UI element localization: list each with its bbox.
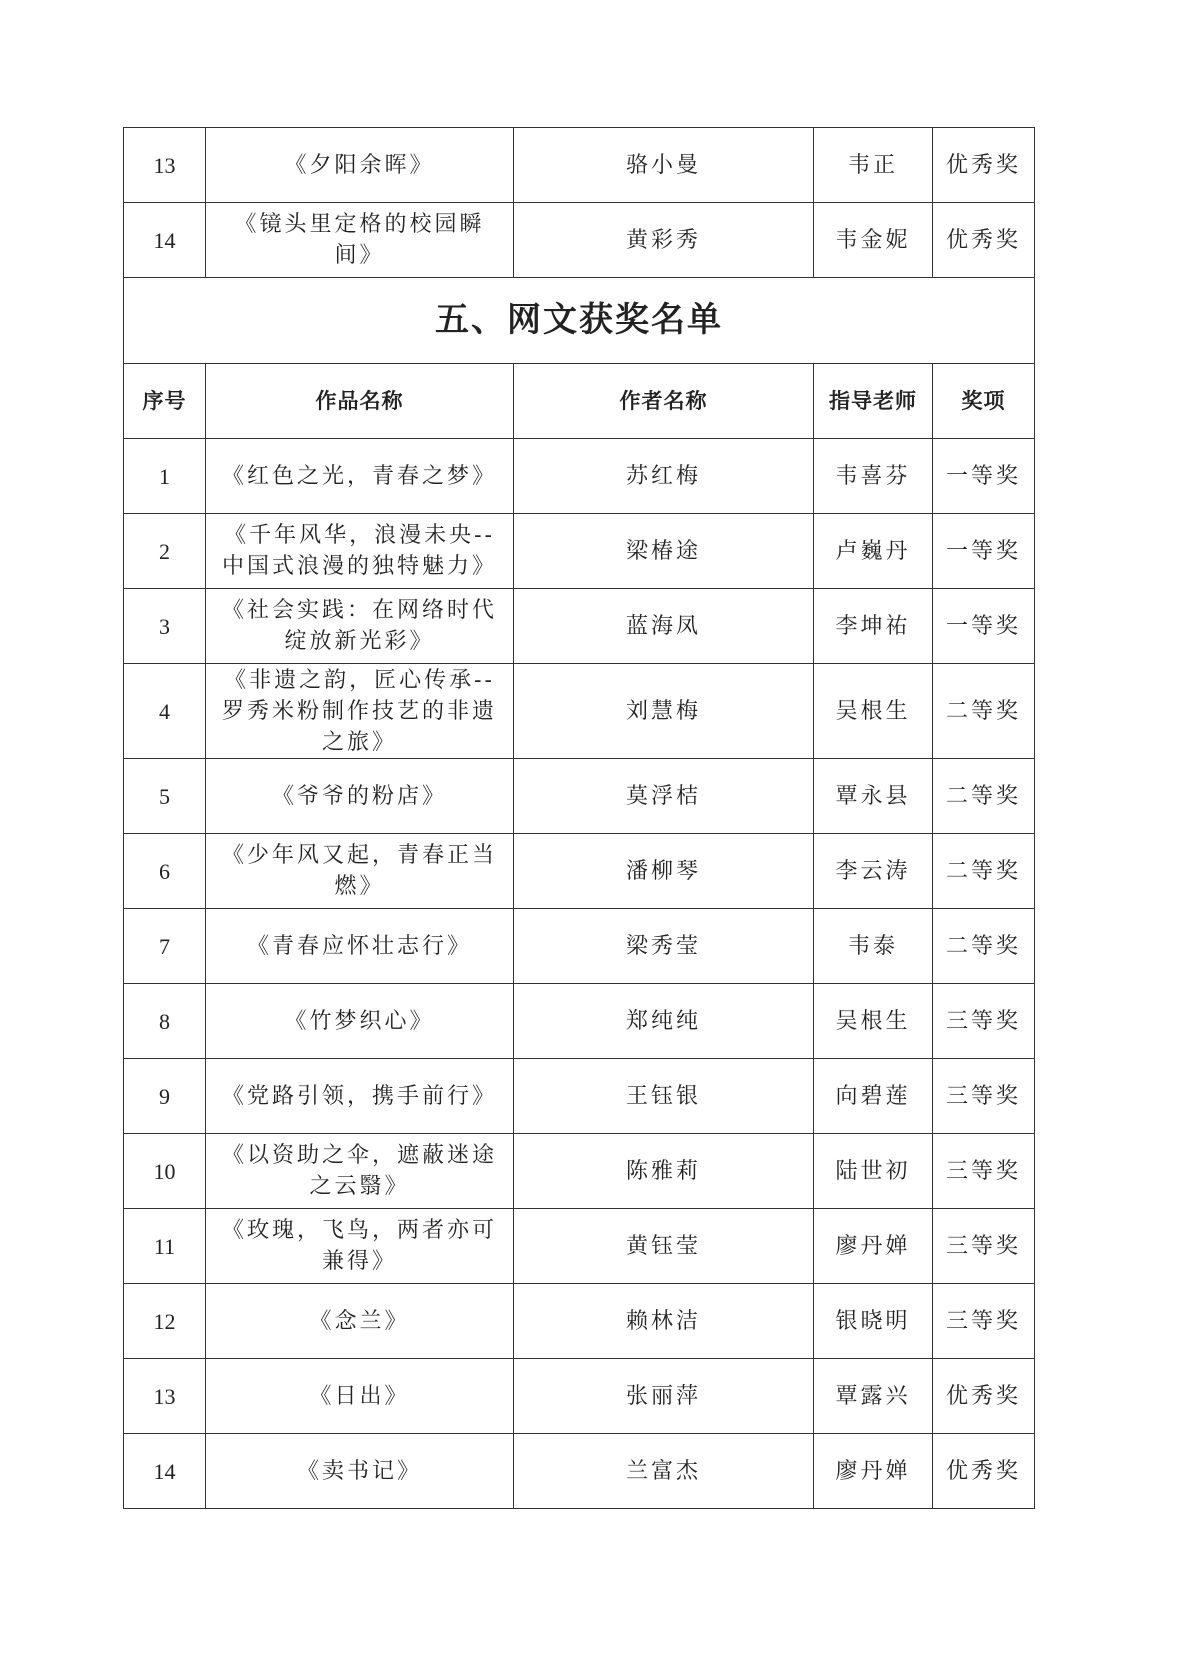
table-row: [124, 984, 1035, 1059]
section-title-row: [124, 278, 1035, 364]
award-level: 三等奖: [933, 984, 1035, 1059]
teacher-name: 韦泰: [814, 909, 933, 984]
author-name: 兰富杰: [514, 1434, 814, 1509]
row-number: 2: [124, 514, 206, 589]
row-number: 5: [124, 759, 206, 834]
header-row: [124, 364, 1035, 439]
author-name: 梁秀莹: [514, 909, 814, 984]
author-name: 郑纯纯: [514, 984, 814, 1059]
table-row: [124, 128, 1035, 203]
teacher-name: 韦喜芬: [814, 439, 933, 514]
author-name: 张丽萍: [514, 1359, 814, 1434]
award-level: 一等奖: [933, 589, 1035, 664]
award-level: 二等奖: [933, 664, 1035, 759]
row-number: 14: [124, 203, 206, 278]
header-teacher: 指导老师: [814, 364, 933, 439]
author-name: 蓝海凤: [514, 589, 814, 664]
award-table: [123, 127, 1035, 1509]
teacher-name: 向碧莲: [814, 1059, 933, 1134]
work-title: 《爷爷的粉店》: [206, 759, 514, 834]
row-number: 6: [124, 834, 206, 909]
work-title: 《千年风华，浪漫未央--中国式浪漫的独特魅力》: [206, 514, 514, 589]
author-name: 骆小曼: [514, 128, 814, 203]
row-number: 8: [124, 984, 206, 1059]
work-title: 《以资助之伞，遮蔽迷途之云翳》: [206, 1134, 514, 1209]
work-title: 《红色之光，青春之梦》: [206, 439, 514, 514]
section-title: 五、网文获奖名单: [124, 278, 1035, 364]
award-level: 二等奖: [933, 834, 1035, 909]
work-title: 《社会实践：在网络时代绽放新光彩》: [206, 589, 514, 664]
award-level: 一等奖: [933, 439, 1035, 514]
table-row: [124, 1209, 1035, 1284]
author-name: 黄钰莹: [514, 1209, 814, 1284]
author-name: 梁椿途: [514, 514, 814, 589]
work-title: 《日出》: [206, 1359, 514, 1434]
work-title: 《玫瑰，飞鸟，两者亦可兼得》: [206, 1209, 514, 1284]
row-number: 3: [124, 589, 206, 664]
author-name: 莫浮桔: [514, 759, 814, 834]
award-level: 优秀奖: [933, 203, 1035, 278]
row-number: 14: [124, 1434, 206, 1509]
award-level: 二等奖: [933, 759, 1035, 834]
table-row: [124, 1134, 1035, 1209]
row-number: 9: [124, 1059, 206, 1134]
row-number: 10: [124, 1134, 206, 1209]
award-level: 一等奖: [933, 514, 1035, 589]
award-level: 三等奖: [933, 1134, 1035, 1209]
author-name: 黄彩秀: [514, 203, 814, 278]
row-number: 13: [124, 1359, 206, 1434]
work-title: 《夕阳余晖》: [206, 128, 514, 203]
row-number: 12: [124, 1284, 206, 1359]
work-title: 《青春应怀壮志行》: [206, 909, 514, 984]
award-level: 三等奖: [933, 1059, 1035, 1134]
table-row: [124, 203, 1035, 278]
author-name: 陈雅莉: [514, 1134, 814, 1209]
table-row: [124, 1059, 1035, 1134]
teacher-name: 吴根生: [814, 664, 933, 759]
award-level: 优秀奖: [933, 1434, 1035, 1509]
row-number: 4: [124, 664, 206, 759]
teacher-name: 卢巍丹: [814, 514, 933, 589]
table-row: [124, 514, 1035, 589]
teacher-name: 廖丹婵: [814, 1209, 933, 1284]
header-number: 序号: [124, 364, 206, 439]
table-row: [124, 1284, 1035, 1359]
teacher-name: 吴根生: [814, 984, 933, 1059]
row-number: 11: [124, 1209, 206, 1284]
teacher-name: 覃露兴: [814, 1359, 933, 1434]
award-level: 三等奖: [933, 1284, 1035, 1359]
teacher-name: 韦正: [814, 128, 933, 203]
table-row: [124, 439, 1035, 514]
table-row: [124, 1434, 1035, 1509]
author-name: 赖林洁: [514, 1284, 814, 1359]
award-level: 优秀奖: [933, 1359, 1035, 1434]
work-title: 《少年风又起，青春正当燃》: [206, 834, 514, 909]
table-row: [124, 834, 1035, 909]
header-title: 作品名称: [206, 364, 514, 439]
teacher-name: 韦金妮: [814, 203, 933, 278]
author-name: 潘柳琴: [514, 834, 814, 909]
table-row: [124, 909, 1035, 984]
work-title: 《非遗之韵，匠心传承--罗秀米粉制作技艺的非遗之旅》: [206, 664, 514, 759]
author-name: 刘慧梅: [514, 664, 814, 759]
award-level: 二等奖: [933, 909, 1035, 984]
header-author: 作者名称: [514, 364, 814, 439]
row-number: 1: [124, 439, 206, 514]
author-name: 苏红梅: [514, 439, 814, 514]
table-row: [124, 664, 1035, 759]
table-row: [124, 1359, 1035, 1434]
header-award: 奖项: [933, 364, 1035, 439]
work-title: 《念兰》: [206, 1284, 514, 1359]
row-number: 13: [124, 128, 206, 203]
table-row: [124, 759, 1035, 834]
teacher-name: 陆世初: [814, 1134, 933, 1209]
work-title: 《镜头里定格的校园瞬间》: [206, 203, 514, 278]
teacher-name: 李坤祐: [814, 589, 933, 664]
award-level: 三等奖: [933, 1209, 1035, 1284]
teacher-name: 李云涛: [814, 834, 933, 909]
table-row: [124, 589, 1035, 664]
work-title: 《卖书记》: [206, 1434, 514, 1509]
teacher-name: 银晓明: [814, 1284, 933, 1359]
row-number: 7: [124, 909, 206, 984]
teacher-name: 覃永县: [814, 759, 933, 834]
author-name: 王钰银: [514, 1059, 814, 1134]
teacher-name: 廖丹婵: [814, 1434, 933, 1509]
award-level: 优秀奖: [933, 128, 1035, 203]
work-title: 《党路引领，携手前行》: [206, 1059, 514, 1134]
work-title: 《竹梦织心》: [206, 984, 514, 1059]
